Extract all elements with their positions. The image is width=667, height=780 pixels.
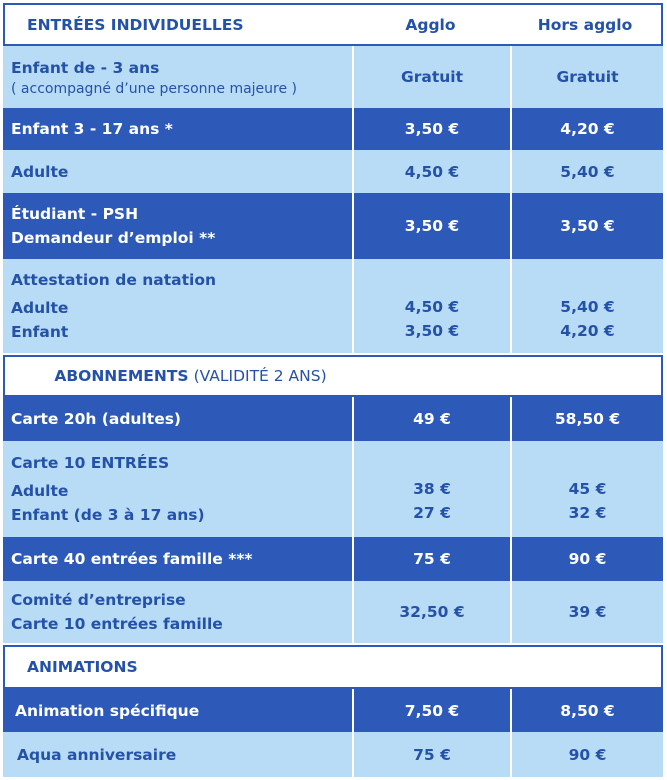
row-label: Aqua anniversaire [17, 745, 177, 764]
price-agglo-enfant: 3,50 € [404, 322, 460, 340]
price-hors-agglo-enfant: 4,20 € [560, 322, 615, 340]
section-title-subscriptions: ABONNEMENTS [54, 367, 189, 385]
section-header-subscriptions [3, 355, 663, 397]
price-agglo-adulte: 38 € [413, 480, 451, 498]
price-hors-agglo: 58,50 € [554, 410, 621, 428]
price-hors-agglo: 39 € [568, 603, 607, 621]
row-label: Carte 20h (adultes) [11, 410, 182, 428]
table-row [3, 150, 663, 193]
price-agglo: 4,50 € [404, 162, 460, 181]
table-row [3, 581, 663, 643]
row-sublabel: ( accompagné d’une personne majeure ) [11, 81, 298, 97]
price-agglo: 3,50 € [404, 120, 460, 138]
price-agglo: 75 € [413, 745, 451, 764]
price-hors-agglo: 5,40 € [560, 162, 615, 181]
price-agglo: 49 € [413, 410, 451, 428]
row-label: Carte 40 entrées famille *** [11, 550, 253, 568]
section-title-animations: ANIMATIONS [27, 658, 138, 676]
price-agglo-adulte: 4,50 € [404, 298, 460, 316]
price-agglo: Gratuit [401, 68, 463, 86]
row-label: Enfant de - 3 ans [11, 59, 160, 77]
row-sublabel: Adulte [11, 482, 69, 500]
price-hors-agglo: 8,50 € [560, 701, 615, 720]
section-header-animations [3, 645, 663, 689]
section-title-individual: ENTRÉES INDIVIDUELLES [27, 15, 244, 34]
price-hors-agglo: 90 € [568, 550, 607, 568]
price-hors-agglo-enfant: 32 € [568, 504, 607, 522]
row-sublabel: Enfant (de 3 à 17 ans) [11, 506, 205, 524]
row-label: Demandeur d’emploi ** [11, 229, 216, 247]
price-agglo: 3,50 € [404, 217, 460, 235]
row-label: Étudiant - PSH [11, 205, 139, 223]
table-row [3, 689, 663, 732]
row-label: Comité d’entreprise [11, 591, 186, 609]
row-label: Animation spécifique [15, 701, 200, 720]
section-header-individual [3, 3, 663, 46]
column-header-agglo: Agglo [405, 15, 456, 34]
price-hors-agglo: Gratuit [556, 68, 619, 86]
row-sublabel: Enfant [11, 323, 69, 341]
price-hors-agglo-adulte: 5,40 € [560, 298, 615, 316]
row-sublabel: Adulte [11, 299, 69, 317]
table-row [3, 46, 663, 108]
row-label: Attestation de natation [11, 271, 216, 289]
price-agglo: 32,50 € [399, 603, 465, 621]
price-agglo-enfant: 27 € [413, 504, 451, 522]
table-row [3, 441, 663, 537]
table-row [3, 259, 663, 353]
price-agglo: 7,50 € [404, 701, 460, 720]
price-agglo: 75 € [413, 550, 451, 568]
row-label: Adulte [11, 162, 69, 181]
table-row [3, 537, 663, 581]
price-hors-agglo: 90 € [568, 745, 607, 764]
column-header-hors-agglo: Hors agglo [537, 15, 633, 34]
table-row [3, 193, 663, 259]
row-label: Carte 10 entrées famille [11, 615, 223, 633]
section-subtitle-subscriptions: (VALIDITÉ 2 ANS) [193, 367, 327, 385]
price-hors-agglo: 3,50 € [560, 217, 615, 235]
table-row [3, 732, 663, 777]
row-label: Enfant 3 - 17 ans * [11, 120, 173, 138]
table-row [3, 397, 663, 441]
table-row [3, 108, 663, 150]
row-label: Carte 10 ENTRÉES [11, 454, 170, 472]
price-hors-agglo: 4,20 € [560, 120, 615, 138]
price-hors-agglo-adulte: 45 € [568, 480, 607, 498]
